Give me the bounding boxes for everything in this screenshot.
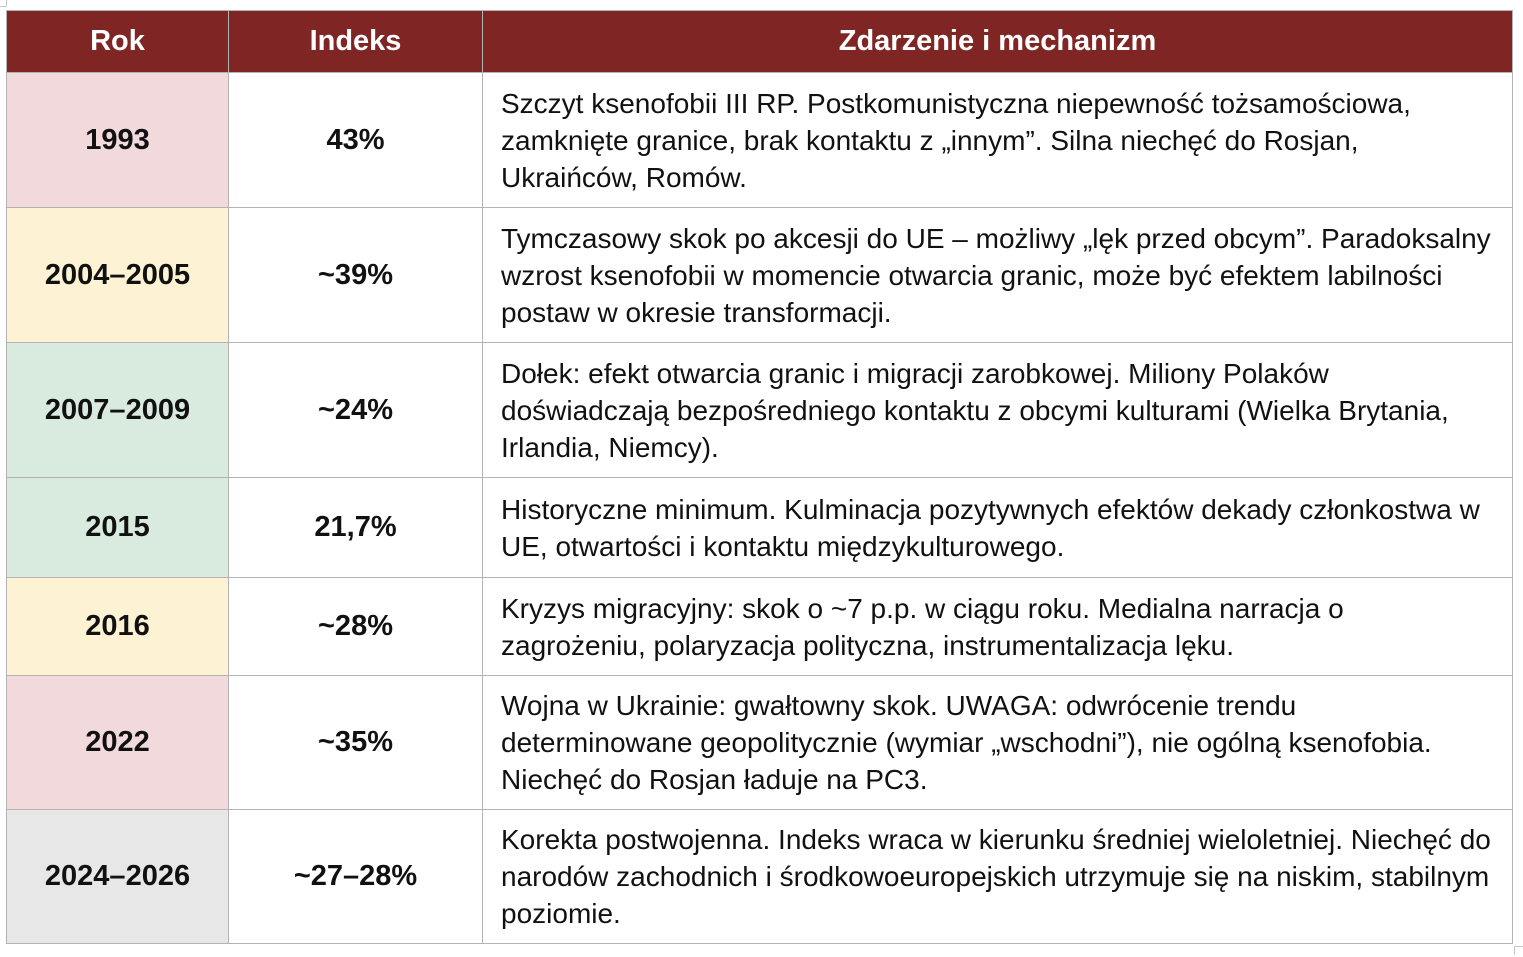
table-row [7, 810, 1513, 944]
description-cell: Korekta postwojenna. Indeks wraca w kierunku średniej wieloletniej. Niechęć do narodów zachodnich i środkowoeuropejskich utrzymuje się na niskim, stabilnym poziomie. [483, 810, 1513, 944]
description-cell: Historyczne minimum. Kulminacja pozytywnych efektów dekady członkostwa w UE, otwartości i kontaktu międzykulturowego. [483, 478, 1513, 578]
year-cell: 2007–2009 [7, 343, 229, 478]
header-year: Rok [7, 11, 229, 73]
table-row [7, 676, 1513, 810]
index-cell: ~27–28% [229, 810, 483, 944]
index-cell: ~39% [229, 208, 483, 343]
index-cell: 21,7% [229, 478, 483, 578]
header-description: Zdarzenie i mechanizm [483, 11, 1513, 73]
index-cell: ~35% [229, 676, 483, 810]
table-row [7, 578, 1513, 676]
year-cell: 2024–2026 [7, 810, 229, 944]
index-cell: ~28% [229, 578, 483, 676]
year-cell: 1993 [7, 73, 229, 208]
table-row [7, 343, 1513, 478]
header-index: Indeks [229, 11, 483, 73]
table-row [7, 478, 1513, 578]
year-cell: 2004–2005 [7, 208, 229, 343]
table-header [7, 11, 1513, 73]
description-cell: Wojna w Ukrainie: gwałtowny skok. UWAGA: odwrócenie trendu determinowane geopolitycznie (wymiar „wschodni”), nie ogólną ksenofobia. Niechęć do Rosjan ładuje na PC3. [483, 676, 1513, 810]
description-cell: Kryzys migracyjny: skok o ~7 p.p. w ciągu roku. Medialna narracja o zagrożeniu, polaryzacja polityczna, instrumentalizacja lęku. [483, 578, 1513, 676]
description-cell: Tymczasowy skok po akcesji do UE – możliwy „lęk przed obcym”. Paradoksalny wzrost ksenofobii w momencie otwarcia granic, może być efektem labilności postaw w okresie transformacji. [483, 208, 1513, 343]
page-corner-mark [0, 0, 7, 7]
year-cell: 2022 [7, 676, 229, 810]
xenophobia-table-container [6, 10, 1512, 944]
year-cell: 2015 [7, 478, 229, 578]
table-row [7, 208, 1513, 343]
header-row [7, 11, 1513, 73]
description-cell: Dołek: efekt otwarcia granic i migracji zarobkowej. Miliony Polaków doświadczają bezpośredniego kontaktu z obcymi kulturami (Wielka Brytania, Irlandia, Niemcy). [483, 343, 1513, 478]
table-body [7, 73, 1513, 944]
xenophobia-table [6, 10, 1513, 944]
page-corner-mark [1514, 946, 1523, 955]
table-row [7, 73, 1513, 208]
index-cell: 43% [229, 73, 483, 208]
description-cell: Szczyt ksenofobii III RP. Postkomunistyczna niepewność tożsamościowa, zamknięte granice, brak kontaktu z „innym”. Silna niechęć do Rosjan, Ukraińców, Romów. [483, 73, 1513, 208]
index-cell: ~24% [229, 343, 483, 478]
year-cell: 2016 [7, 578, 229, 676]
